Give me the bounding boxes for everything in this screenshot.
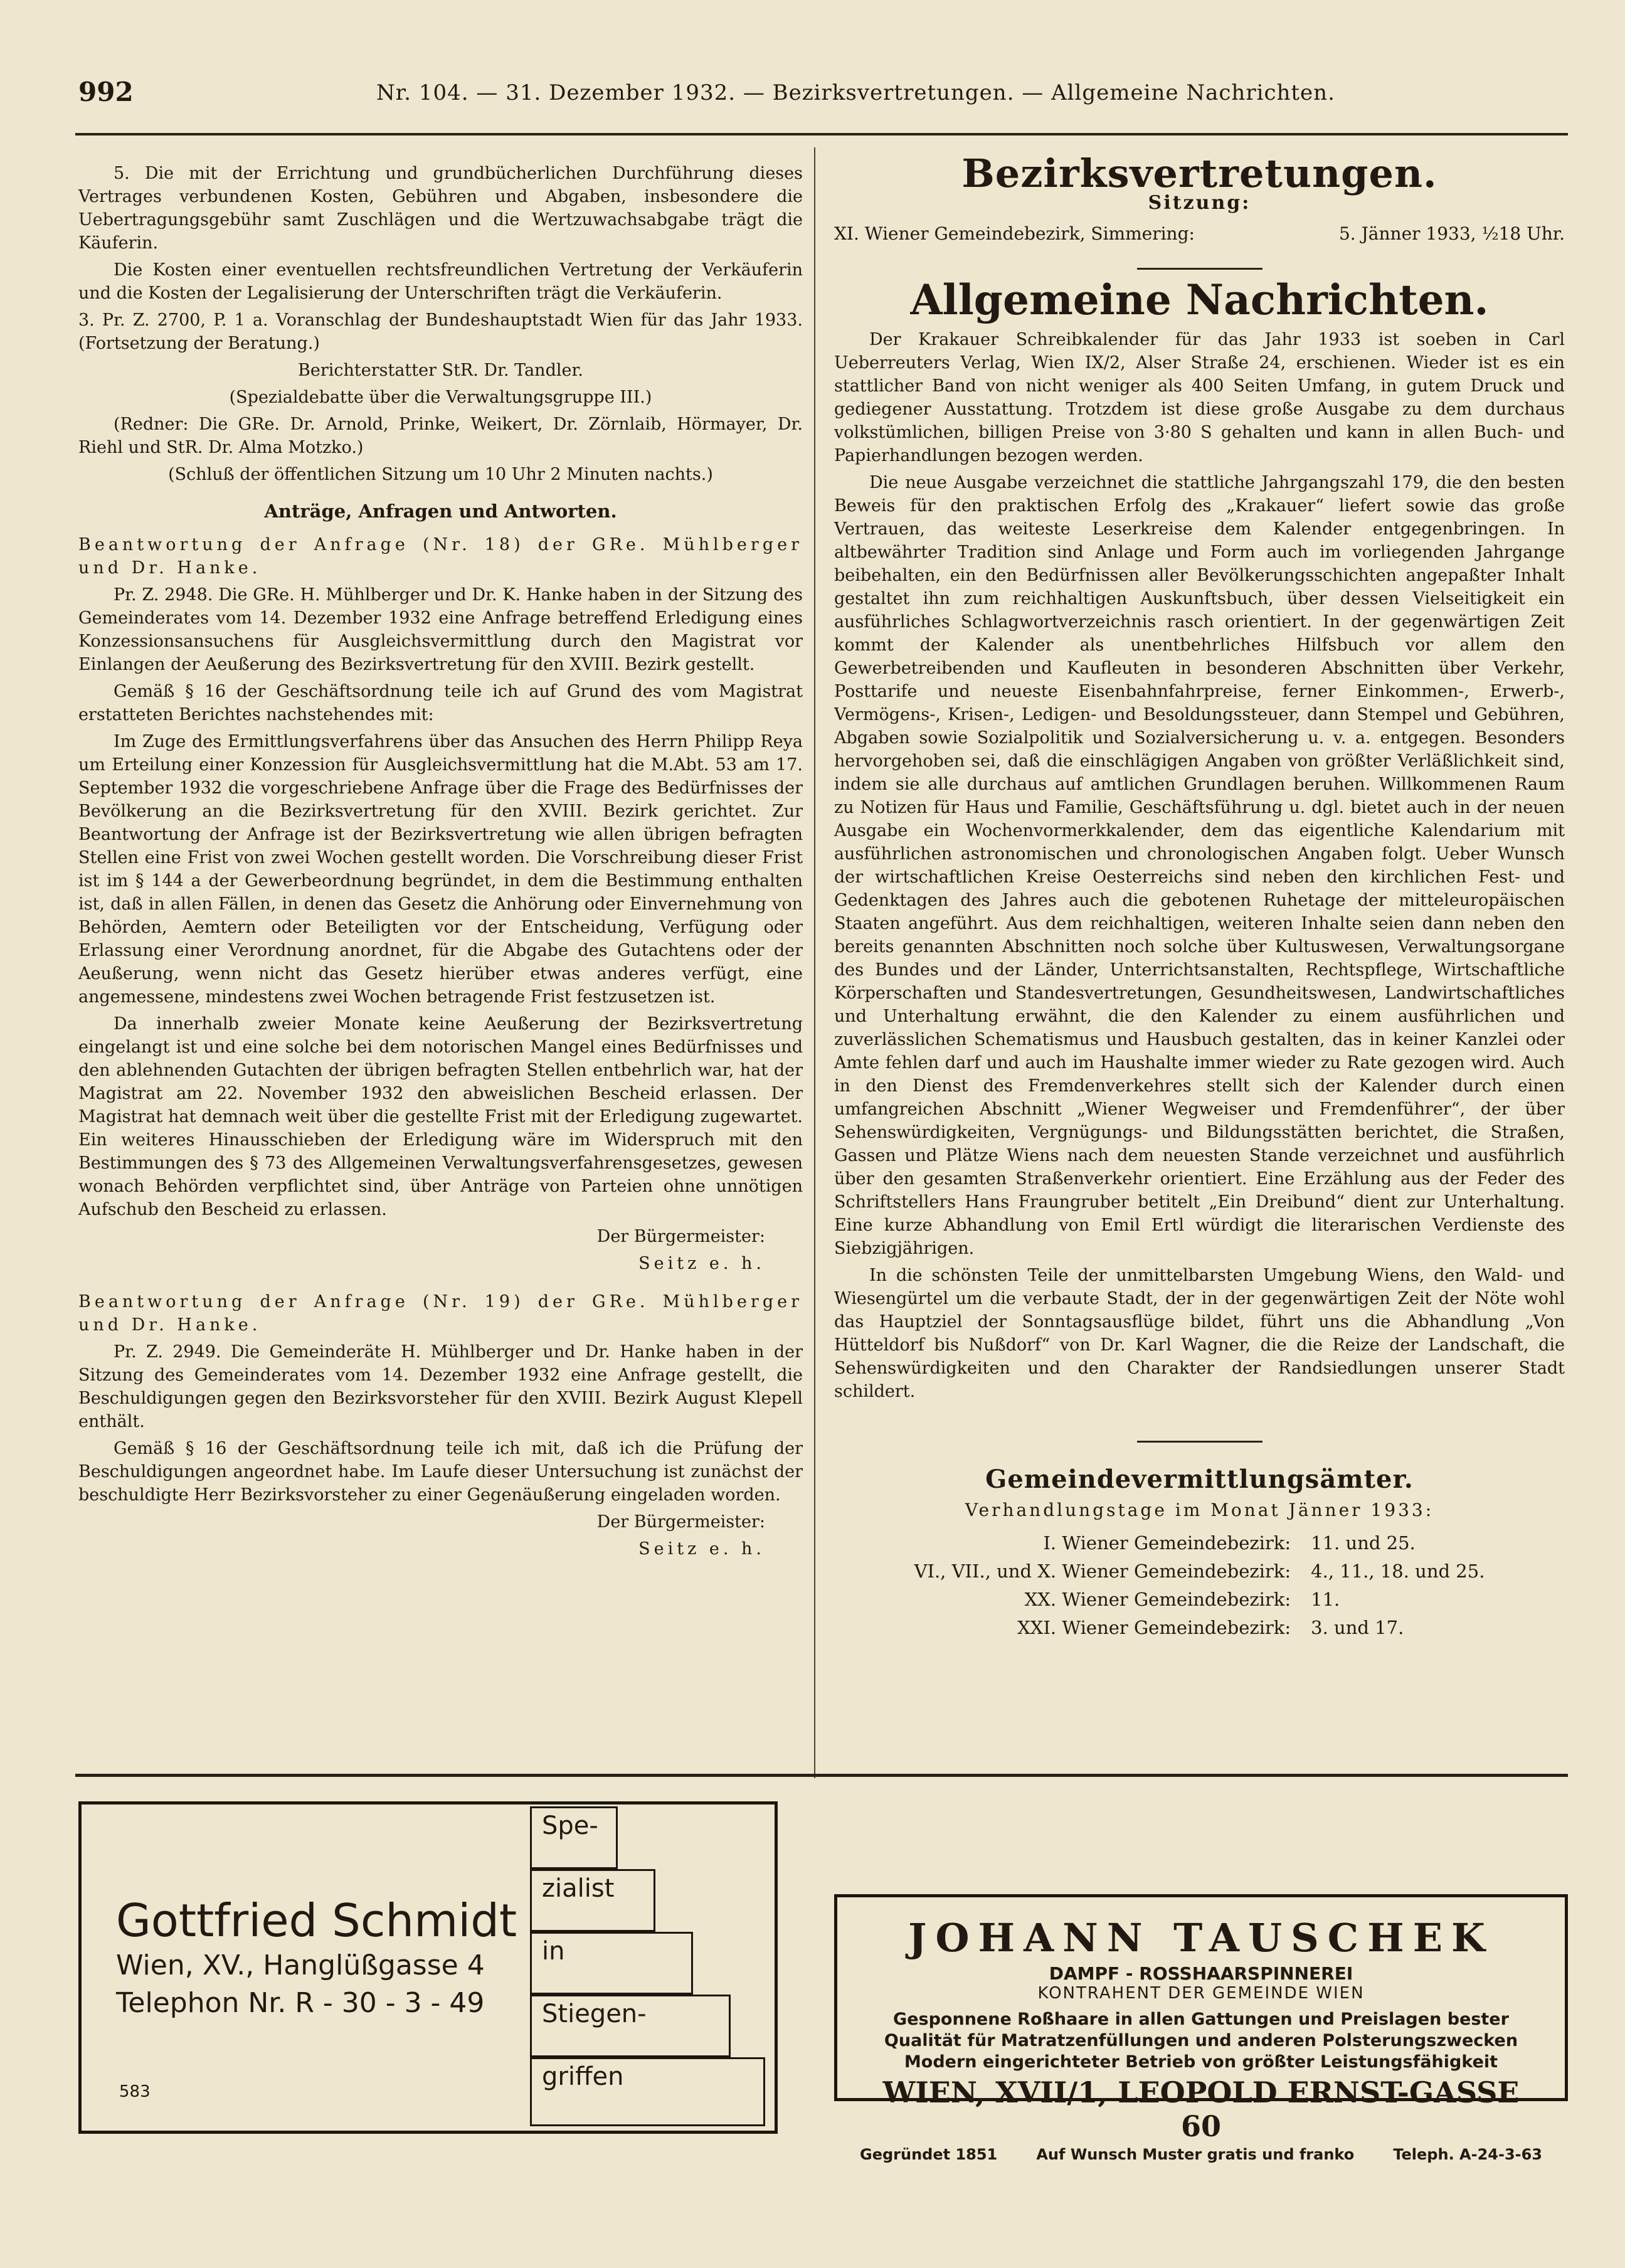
- gv-district: VI., VII., und X. Wiener Gemeindebezirk:: [914, 1561, 1291, 1582]
- ad-tauschek-line: Gesponnene Roßhaare in allen Gattungen und Preislagen bester: [893, 2010, 1509, 2029]
- gv-days: 3. und 17.: [1311, 1617, 1404, 1638]
- gv-row: [908, 1586, 1491, 1614]
- speakers: (Redner: Die GRe. Dr. Arnold, Prinke, Weikert, Dr. Zörnlaib, Hörmayer, Dr. Riehl und StR. Dr. Alma Motzko.): [78, 415, 803, 457]
- session-district: XI. Wiener Gemeindebezirk, Simmering:: [834, 223, 1195, 244]
- rapporteur: Berichterstatter StR. Dr. Tandler.: [298, 361, 583, 380]
- paragraph: Da innerhalb zweier Monate keine Aeußerung der Bezirksvertretung eingelangt ist und eine solche bei dem notorischen Mangel eines Bedürfnisses und den ablehnenden Gutachten der übrigen befragten Stellen entbehrlich war, hat der Magistrat am 22. November 1932 den abweislichen Bescheid erlassen. Der Magistrat hat demnach weit über die gestellte Frist mit der Erledigung zugewartet. Ein weiteres Hinausschieben der Erledigung wäre im Widerspruch mit den Bestimmungen des § 73 des Allgemeinen Verwaltungsverfahrensgesetzes, gewesen wonach Behörden verpflichtet sind, über Anträge von Parteien ohne unnötigen Aufschub den Bescheid zu erlassen.: [78, 1014, 803, 1219]
- gv-days: 11.: [1311, 1589, 1340, 1610]
- session-end: (Schluß der öffentlichen Sitzung um 10 Uhr 2 Minuten nachts.): [168, 465, 713, 484]
- ad-tauschek: [834, 1894, 1568, 2163]
- ad-tauschek-line: DAMPF - ROSSHAARSPINNEREI: [1049, 1963, 1353, 1984]
- heading-gemeindevermittlungsaemter: Gemeindevermittlungsämter.: [985, 1465, 1414, 1494]
- ad-number: 583: [119, 2082, 151, 2101]
- subheading-sitzung: Sitzung:: [1148, 192, 1251, 214]
- paragraph: Pr. Z. 2948. Die GRe. H. Mühlberger und Dr. K. Hanke haben in der Sitzung des Gemeinderates vom 14. Dezember 1932 eine Anfrage betreffend Erledigung eines Konzessionsansuchens für Ausgleichsvermittlung durch den Magistrat vor Einlangen der Aeußerung des Bezirksvertretung für den XVIII. Bezirk gestellt.: [78, 585, 803, 674]
- ad-schmidt-name: Gottfried Schmidt: [116, 1894, 517, 1947]
- ad-tauschek-founded: Gegründet 1851: [860, 2146, 998, 2163]
- right-column: [834, 151, 1565, 1642]
- stair-step: griffen: [530, 2057, 765, 2126]
- session-date: 5. Jänner 1933, ½18 Uhr.: [1338, 223, 1565, 244]
- gv-subheading: Verhandlungstage im Monat Jänner 1933:: [965, 1500, 1434, 1520]
- paragraph: Der Krakauer Schreibkalender für das Jahr 1933 ist soeben in Carl Ueberreuters Verlag, Wien IX/2, Alser Straße 24, erschienen. Wieder ist es ein stattlicher Band von nicht weniger als 400 Seiten Umfang, in gutem Druck und gediegener Ausstattung. Trotzdem ist diese große Ausgabe zu dem durchaus volkstümlichen, billigen Preise von 3·80 S gehalten und kann in allen Buch- und Papierhandlungen bezogen werden.: [834, 330, 1565, 465]
- gv-row: [908, 1614, 1491, 1642]
- gv-district: XXI. Wiener Gemeindebezirk:: [1017, 1617, 1291, 1638]
- section-rule: [1137, 1441, 1262, 1443]
- signature-name: Seitz e. h.: [638, 1539, 765, 1559]
- gv-row: [908, 1557, 1491, 1586]
- ad-tauschek-line: KONTRAHENT DER GEMEINDE WIEN: [1037, 1984, 1365, 2003]
- section-rule: [1137, 268, 1262, 270]
- paragraph: Die Kosten einer eventuellen rechtsfreundlichen Vertretung der Verkäuferin und die Kosten der Legalisierung der Unterschriften trägt die Verkäuferin.: [78, 260, 803, 303]
- agenda-item: 3. Pr. Z. 2700, P. 1 a. Voranschlag der Bundeshauptstadt Wien für das Jahr 1933. (Fortsetzung der Beratung.): [78, 310, 803, 353]
- gv-schedule-table: [908, 1529, 1491, 1642]
- signature-name: Seitz e. h.: [638, 1254, 765, 1273]
- ad-tauschek-phone: Teleph. A-24-3-63: [1393, 2146, 1542, 2163]
- page-number: 992: [78, 77, 134, 107]
- gv-district: XX. Wiener Gemeindebezirk:: [1024, 1589, 1291, 1610]
- answer-title: Beantwortung der Anfrage (Nr. 18) der GRe. Mühlberger und Dr. Hanke.: [78, 535, 803, 578]
- left-column: [78, 162, 803, 1564]
- debate-note: (Spezialdebatte über die Verwaltungsgruppe III.): [229, 388, 652, 407]
- ad-schmidt-stairs: [530, 1806, 768, 2176]
- gv-days: 11. und 25.: [1311, 1532, 1416, 1554]
- ad-tauschek-address: WIEN, XVII/1, LEOPOLD ERNST-GASSE 60: [882, 2075, 1520, 2143]
- paragraph: Die neue Ausgabe verzeichnet die stattliche Jahrgangszahl 179, die den besten Beweis für den praktischen Erfolg des „Krakauer“ liefert sowie das große Vertrauen, das weiteste Leserkreise dem Kalender entgegenbringen. In altbewährter Tradition sind Anlage und Form auch im vorliegenden Jahrgange beibehalten, ein den Bedürfnissen aller Bevölkerungsschichten angepaßter Inhalt gestaltet ihn zum reichhaltigen Auskunftsbuch, über dessen Vielseitigkeit ein ausführliches Schlagwortverzeichnis rasch orientiert. In der gegenwärtigen Zeit kommt der Kalender als unentbehrliches Hilfsbuch vor allem den Gewerbetreibenden und Kaufleuten in besonderen Abschnitten über Verkehr, Posttarife und neueste Eisenbahnfahrpreise, ferner Einkommen-, Erwerb-, Vermögens-, Krisen-, Ledigen- und Besoldungssteuer, dann Stempel und Gebühren, Abgaben sowie Sozialpolitik und Sozialversicherung u. v. a. entgegen. Besonders hervorgehoben sei, daß die einschlägigen Angaben von größter Verläßlichkeit sind, indem sie alle durchaus auf amtlichen Grundlagen beruhen. Willkommenen Raum zu Notizen für Haus und Familie, Geschäftsführung u. dgl. bietet auch in der neuen Ausgabe ein Wochenvormerkkalender, dem das eigentliche Kalendarium mit ausführlichen astronomischen und chronologischen Angaben folgt. Ueber Wunsch der wirtschaftlichen Kreise Oesterreichs sind neben den kirchlichen Fest- und Gedenktagen des Jahres auch die gebotenen Ruhetage der mitteleuropäischen Staaten angeführt. Aus dem reichhaltigen, weiteren Inhalte seien dann neben den bereits genannten Abschnitten noch solche über Kultuswesen, Verwaltungsorgane des Bundes und der Länder, Unterrichtsanstalten, Rechtspflege, Wirtschaftliche Körperschaften und Standesvertretungen, Gesundheitswesen, Landwirtschaftliches und Unterhaltung erwähnt, die den Kalender zu einem ausführlichen und zuverlässlichen Schematismus und Hausbuch gestalten, das in keiner Kanzlei oder Amte fehlen darf und auch im Haushalte immer wieder zu Rate gezogen wird. Auch in den Dienst des Fremdenverkehres stellt sich der Kalender durch einen umfangreichen Abschnitt „Wiener Wegweiser und Fremdenführer“, der über Sehenswürdigkeiten, Vergnügungs- und Bildungsstätten berichtet, die Straßen, Gassen und Plätze Wiens nach dem neuesten Stande verzeichnet und ausführlich über den gesamten Straßenverkehr orientiert. Eine Erzählung aus der Feder des Schriftstellers Hans Fraungruber betitelt „Ein Dreibund“ dient zur Unterhaltung. Eine kurze Abhandlung von Emil Ertl würdigt die literarischen Verdienste des Siebzigjährigen.: [834, 473, 1565, 1258]
- ad-tauschek-firm: JOHANN TAUSCHEK: [908, 1915, 1494, 1961]
- paragraph: 5. Die mit der Errichtung und grundbücherlichen Durchführung dieses Vertrages verbundenen Kosten, Gebühren und Abgaben, insbesondere die Uebertragungsgebühr samt Zuschlägen und die Wertzuwachsabgabe trägt die Käuferin.: [78, 164, 803, 253]
- stair-step: zialist: [530, 1869, 655, 1932]
- running-title: Nr. 104. — 31. Dezember 1932. — Bezirksvertretungen. — Allgemeine Nachrichten.: [376, 80, 1335, 105]
- gv-district: I. Wiener Gemeindebezirk:: [1043, 1532, 1291, 1554]
- ad-tauschek-line: Modern eingerichteter Betrieb von größter Leistungsfähigkeit: [904, 2052, 1498, 2072]
- paragraph: Pr. Z. 2949. Die Gemeinderäte H. Mühlberger und Dr. Hanke haben in der Sitzung des Gemeinderates vom 14. Dezember 1932 eine Anfrage gestellt, die Beschuldigungen gegen den Bezirksvorsteher für den XVIII. Bezirk August Klepell enthält.: [78, 1342, 803, 1431]
- column-rule: [814, 147, 815, 1778]
- answer-title: Beantwortung der Anfrage (Nr. 19) der GRe. Mühlberger und Dr. Hanke.: [78, 1292, 803, 1335]
- ad-tauschek-line: Qualität für Matratzenfüllungen und anderen Polsterungszwecken: [884, 2031, 1518, 2050]
- ad-schmidt-text: [116, 1894, 517, 2022]
- bottom-rule: [75, 1774, 1568, 1777]
- paragraph: In die schönsten Teile der unmittelbarsten Umgebung Wiens, den Wald- und Wiesengürtel um die verbaute Stadt, der in der gegenwärtigen Zeit der Nöte wohl das Hauptziel der Sonntagsausflüge bildet, führt uns die Abhandlung „Von Hütteldorf bis Nußdorf“ von Dr. Karl Wagner, die die Reize der Landschaft, die Sehenswürdigkeiten und den Charakter der Randsiedlungen unserer Stadt schildert.: [834, 1266, 1565, 1401]
- header-rule: [75, 133, 1568, 135]
- signature-role: Der Bürgermeister:: [596, 1512, 765, 1532]
- paragraph: Im Zuge des Ermittlungsverfahrens über das Ansuchen des Herrn Philipp Reya um Erteilung einer Konzession für Ausgleichsvermittlung hat die M.Abt. 53 am 17. September 1932 die vorgeschriebene Anfrage über die Frage des Bedürfnisses der Bevölkerung an die Bezirksvertretung für den XVIII. Bezirk gerichtet. Zur Beantwortung der Anfrage ist der Bezirksvertretung wie allen übrigen befragten Stellen eine Frist von zwei Wochen gestellt worden. Die Vorschreibung dieser Frist ist im § 144 a der Gewerbeordnung begründet, in dem die Bestimmung enthalten ist, daß in allen Fällen, in denen das Gesetz die Anhörung oder Einvernehmung von Behörden, Aemtern oder Beteiligten vor der Entscheidung, Verfügung oder Erlassung einer Verordnung anordnet, für die Abgabe des Gutachtens oder der Aeußerung, wenn nicht das Gesetz hierüber etwas anderes verfügt, eine angemessene, mindestens zwei Wochen betragende Frist festzusetzen ist.: [78, 732, 803, 1007]
- ad-tauschek-samples: Auf Wunsch Muster gratis und franko: [1036, 2146, 1355, 2163]
- ad-schmidt-phone: Telephon Nr. R - 30 - 3 - 49: [116, 1987, 485, 2019]
- stair-step: Spe-: [530, 1806, 618, 1869]
- ad-schmidt-address: Wien, XV., Hanglüßgasse 4: [116, 1949, 485, 1981]
- session-line: [834, 222, 1565, 245]
- heading-allgemeine-nachrichten: Allgemeine Nachrichten.: [910, 275, 1489, 324]
- heading-bezirksvertretungen: Bezirksvertretungen.: [961, 151, 1437, 196]
- paragraph: Gemäß § 16 der Geschäftsordnung teile ich mit, daß ich die Prüfung der Beschuldigungen angeordnet habe. Im Laufe dieser Untersuchung ist zunächst der beschuldigte Herr Bezirksvorsteher zu einer Gegenäußerung eingeladen worden.: [78, 1439, 803, 1505]
- stair-step: in: [530, 1932, 693, 1995]
- paragraph: Gemäß § 16 der Geschäftsordnung teile ich auf Grund des vom Magistrat erstatteten Berichtes nachstehendes mit:: [78, 682, 803, 724]
- section-heading-antraege: Anträge, Anfragen und Antworten.: [264, 501, 617, 522]
- stair-step: Stiegen-: [530, 1995, 731, 2057]
- signature-role: Der Bürgermeister:: [596, 1227, 765, 1246]
- gv-row: [908, 1529, 1491, 1557]
- gv-days: 4., 11., 18. und 25.: [1311, 1561, 1485, 1582]
- ad-tauschek-footer: [860, 2146, 1542, 2163]
